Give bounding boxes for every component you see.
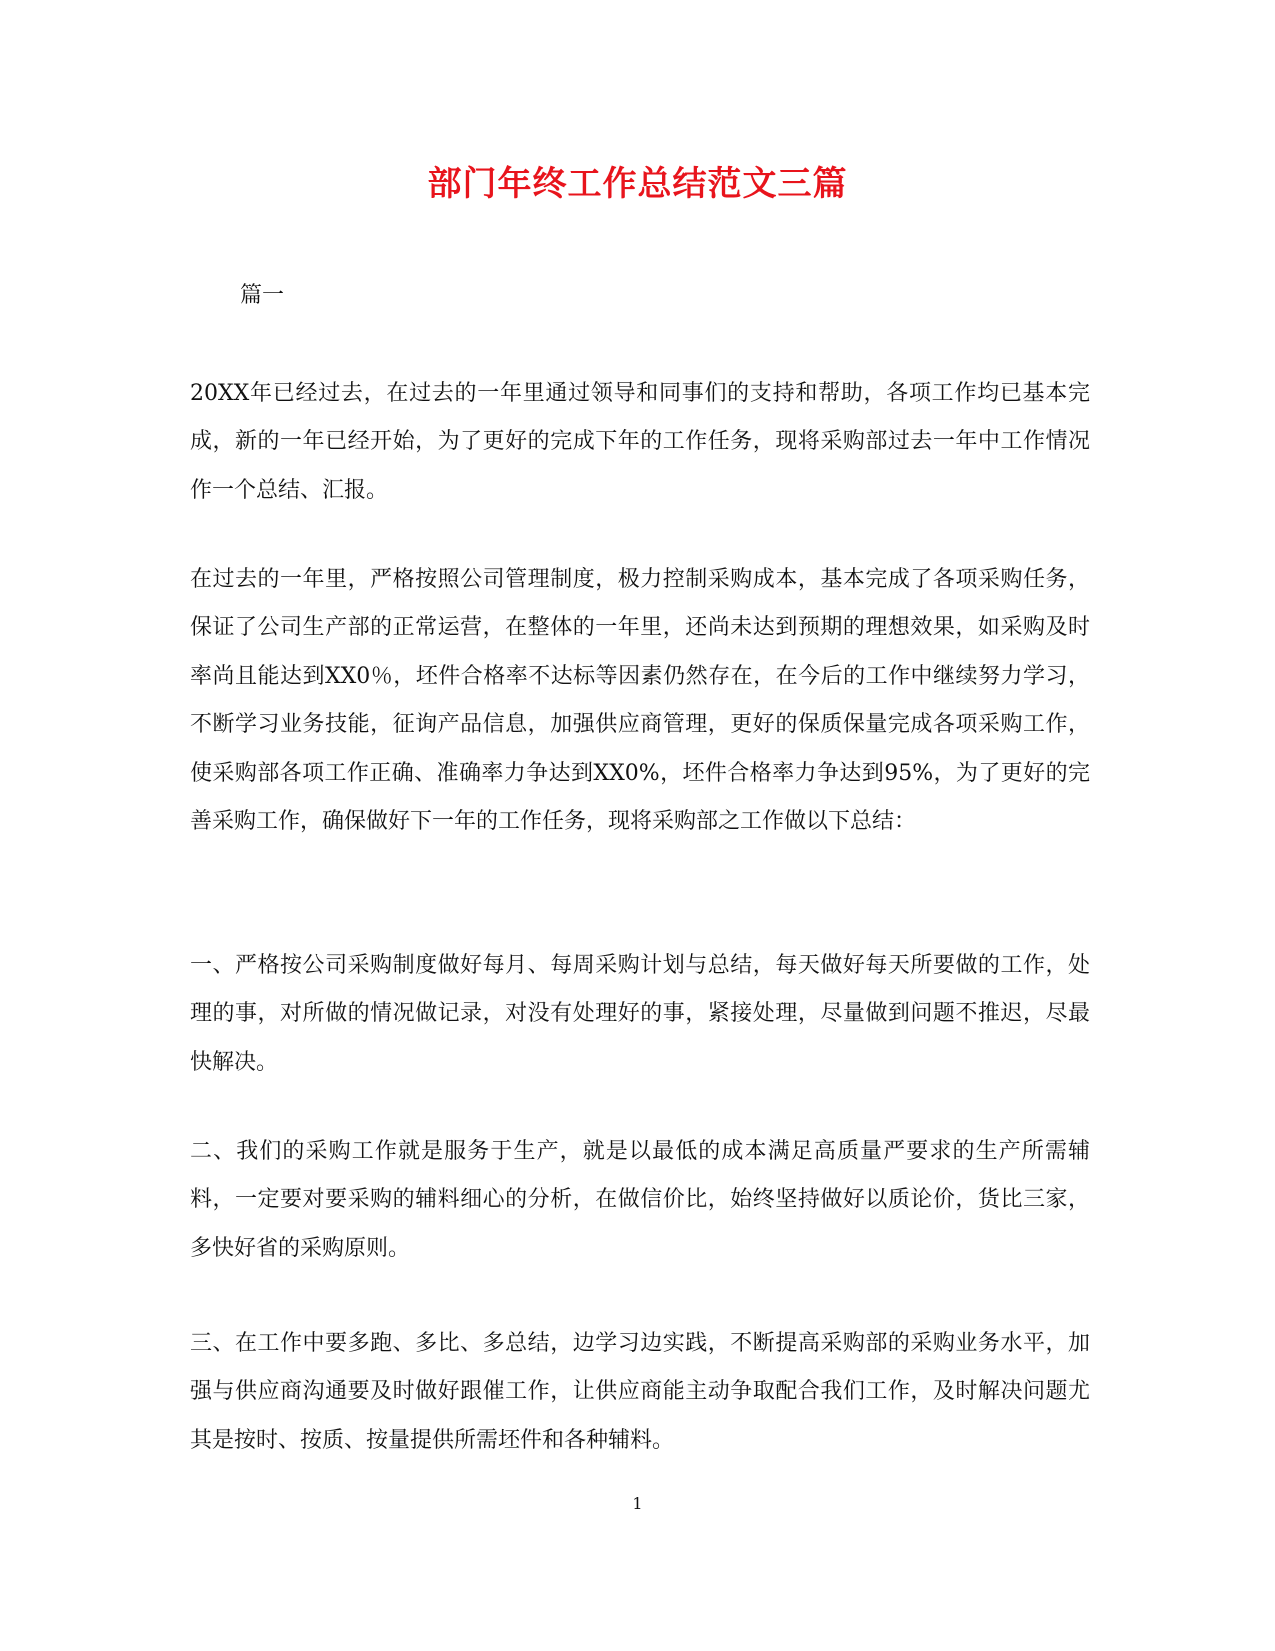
page-number: 1: [632, 1494, 643, 1513]
section-heading: 篇一: [240, 283, 285, 308]
paragraph-point-three: 三、在工作中要多跑、多比、多总结，边学习边实践，不断提高采购部的采购业务水平，加强与供应商沟通要及时做好跟催工作，让供应商能主动争取配合我们工作，及时解决问题尤其是按时、按质、按量提供所需坯件和各种辅料。: [190, 1331, 1090, 1453]
paragraph-intro: 20XX年已经过去，在过去的一年里通过领导和同事们的支持和帮助，各项工作均已基本完成，新的一年已经开始，为了更好的完成下年的工作任务，现将采购部过去一年中工作情况作一个总结、汇报。: [190, 381, 1090, 503]
document-title: 部门年终工作总结范文三篇: [427, 164, 848, 204]
paragraph-overview: 在过去的一年里，严格按照公司管理制度，极力控制采购成本，基本完成了各项采购任务，保证了公司生产部的正常运营，在整体的一年里，还尚未达到预期的理想效果，如采购及时率尚且能达到XX0％，坯件合格率不达标等因素仍然存在，在今后的工作中继续努力学习，不断学习业务技能，征询产品信息，加强供应商管理，更好的保质保量完成各项采购工作，使采购部各项工作正确、准确率力争达到XX0%，坯件合格率力争达到95%，为了更好的完善采购工作，确保做好下一年的工作任务，现将采购部之工作做以下总结：: [190, 567, 1090, 835]
paragraph-point-one: 一、严格按公司采购制度做好每月、每周采购计划与总结，每天做好每天所要做的工作，处理的事，对所做的情况做记录，对没有处理好的事，紧接处理，尽量做到问题不推迟，尽最快解决。: [190, 953, 1090, 1075]
paragraph-point-two: 二、我们的采购工作就是服务于生产，就是以最低的成本满足高质量严要求的生产所需辅料，一定要对要采购的辅料细心的分析，在做信价比，始终坚持做好以质论价，货比三家，多快好省的采购原则。: [190, 1139, 1090, 1261]
